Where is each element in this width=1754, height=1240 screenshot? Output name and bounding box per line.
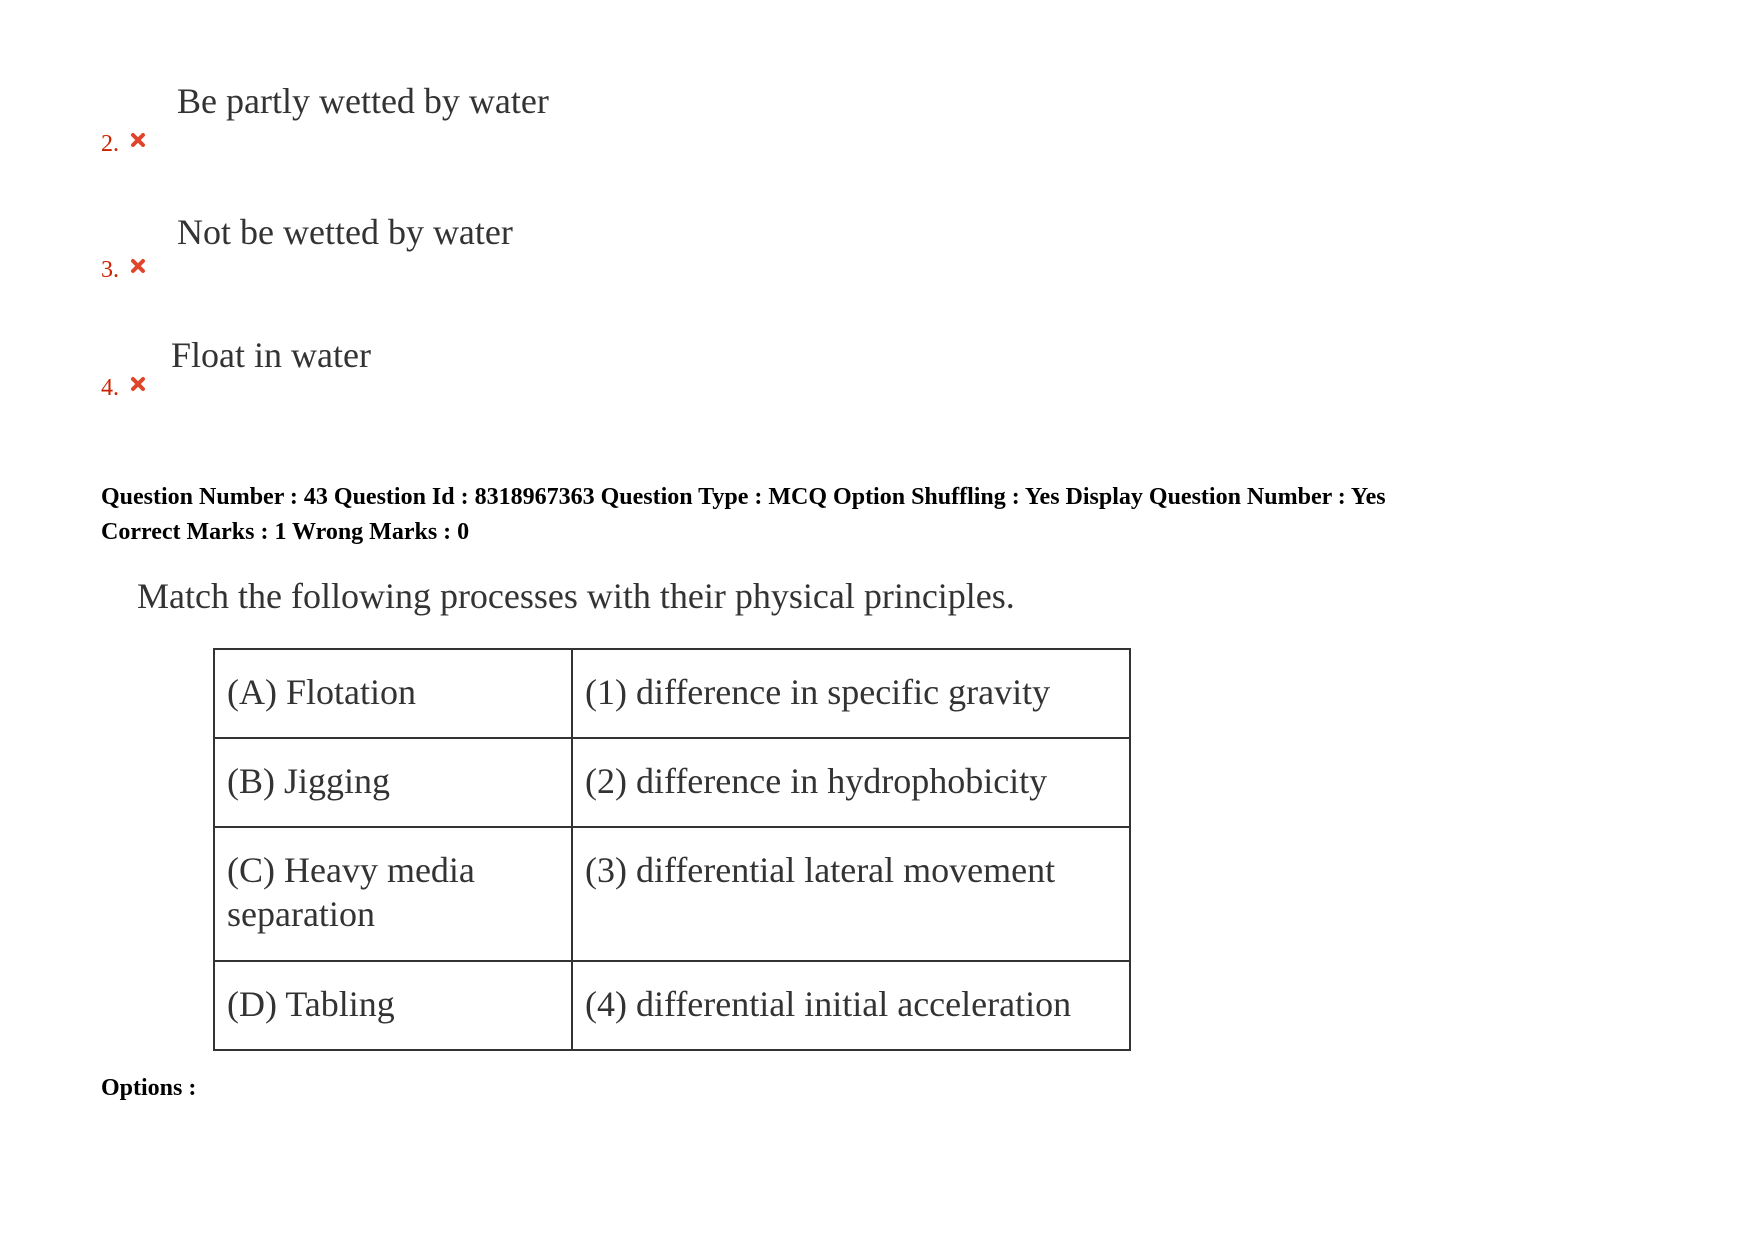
option-3-number: 3. xyxy=(101,257,119,283)
options-label: Options : xyxy=(101,1075,197,1101)
question-meta-line-2: Correct Marks : 1 Wrong Marks : 0 xyxy=(101,519,470,545)
option-3-text: Not be wetted by water xyxy=(177,212,513,252)
option-2-text: Be partly wetted by water xyxy=(177,81,549,121)
red-x-icon xyxy=(130,258,146,274)
table-cell-principle: (2) difference in hydrophobicity xyxy=(572,738,1130,827)
question-text: Match the following processes with their physical principles. xyxy=(137,576,1015,616)
table-row xyxy=(214,827,1130,961)
table-cell-principle: (3) differential lateral movement xyxy=(572,827,1130,961)
table-cell-process: (C) Heavy media separation xyxy=(214,827,572,961)
table-cell-process: (A) Flotation xyxy=(214,649,572,738)
question-meta-line-1: Question Number : 43 Question Id : 8318967363 Question Type : MCQ Option Shuffling : Yes Display Question Number : Yes xyxy=(101,484,1386,510)
red-x-icon xyxy=(130,376,146,392)
red-x-icon xyxy=(130,132,146,148)
table-cell-principle: (4) differential initial acceleration xyxy=(572,961,1130,1050)
option-2-number: 2. xyxy=(101,131,119,157)
table-cell-process: (D) Tabling xyxy=(214,961,572,1050)
table-cell-process: (B) Jigging xyxy=(214,738,572,827)
table-row xyxy=(214,738,1130,827)
table-cell-principle: (1) difference in specific gravity xyxy=(572,649,1130,738)
option-4-number: 4. xyxy=(101,375,119,401)
match-table xyxy=(213,648,1131,1051)
option-4-text: Float in water xyxy=(171,335,371,375)
table-row xyxy=(214,649,1130,738)
table-row xyxy=(214,961,1130,1050)
